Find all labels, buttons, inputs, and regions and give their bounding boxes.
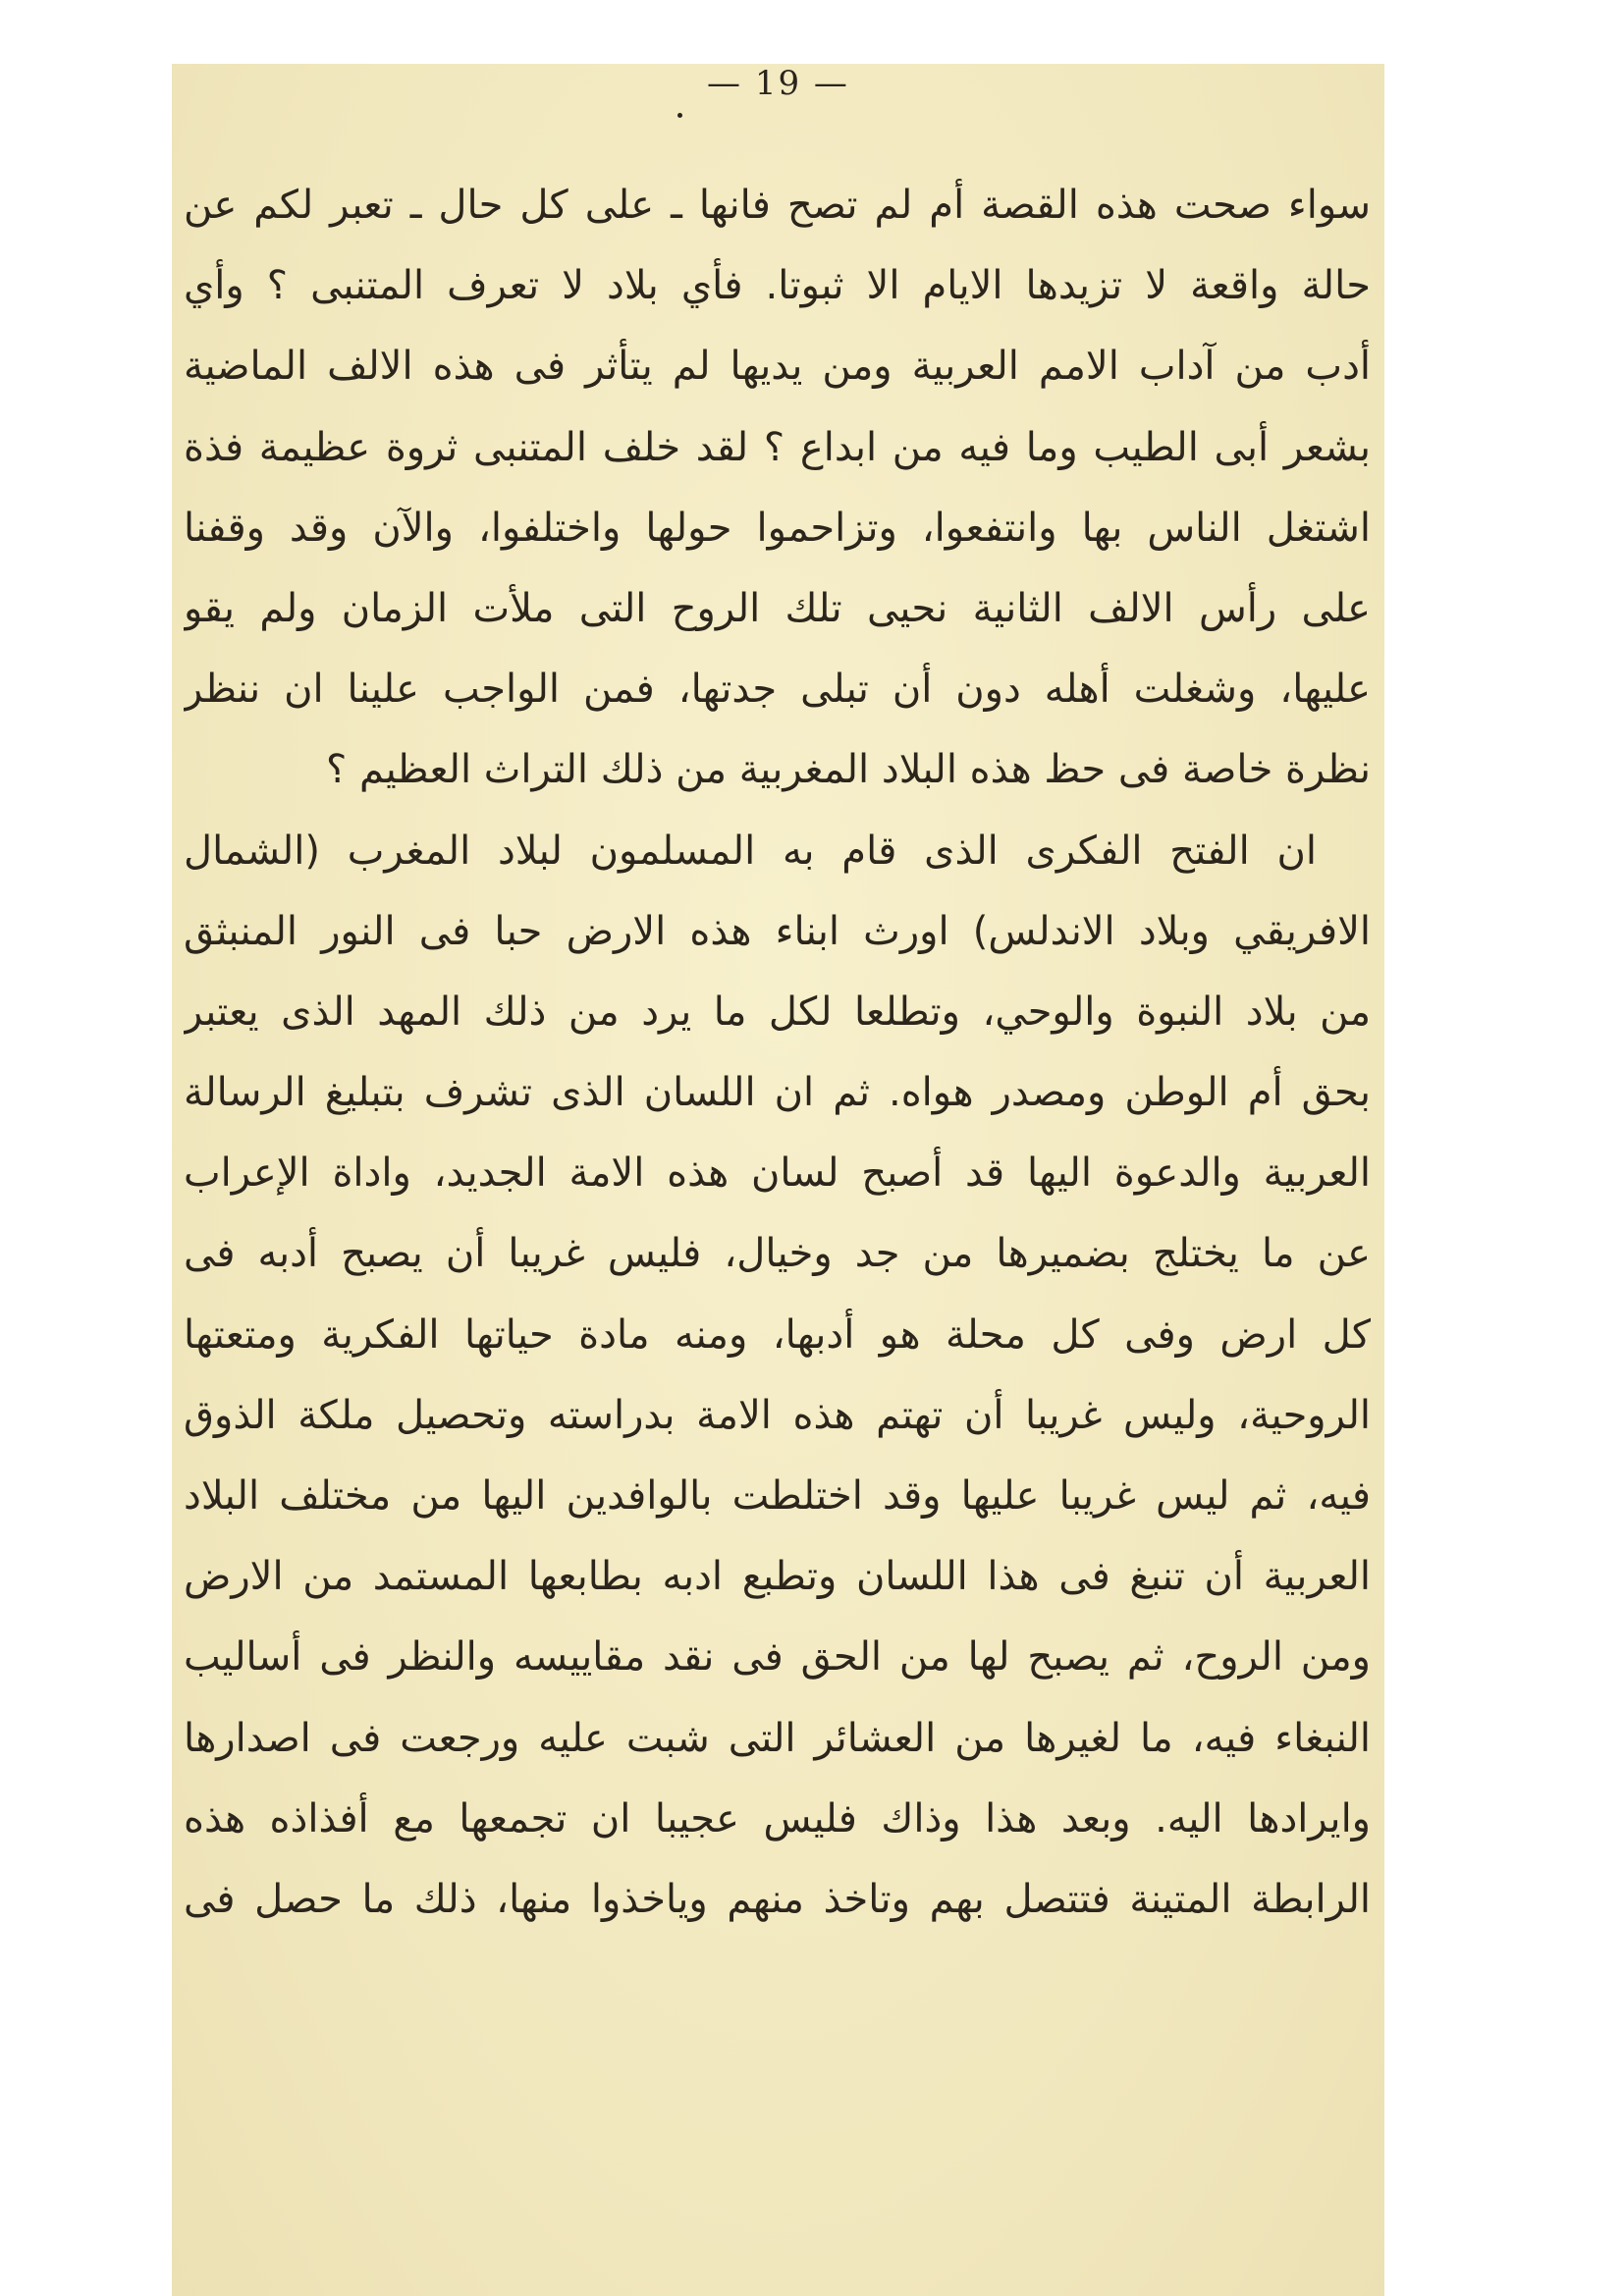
text-line: فيه، ثم ليس غريبا عليها وقد اختلطت بالوافدين اليها من مختلف البلاد (184, 1473, 1371, 1519)
text-line: الروحية، وليس غريبا أن تهتم هذه الامة بدراسته وتحصيل ملكة الذوق (184, 1392, 1371, 1438)
text-line: اشتغل الناس بها وانتفعوا، وتزاحموا حولها واختلفوا، والآن وقد وقفنا (184, 505, 1371, 551)
text-line: كل ارض وفى كل محلة هو أدبها، ومنه مادة حياتها الفكرية ومتعتها (184, 1311, 1371, 1358)
text-line: عن ما يختلج بضميرها من جد وخيال، فليس غريبا أن يصبح أدبه فى (184, 1231, 1371, 1277)
text-line: سواء صحت هذه القصة أم لم تصح فانها ـ على كل حال ـ تعبر لكم عن (184, 183, 1371, 228)
page-number (172, 64, 1384, 103)
text-line: ان الفتح الفكرى الذى قام به المسلمون لبلاد المغرب (الشمال (184, 828, 1317, 874)
text-line: العربية والدعوة اليها قد أصبح لسان هذه الامة الجديد، واداة الإعراب (184, 1150, 1371, 1197)
text-line: حالة واقعة لا تزيدها الايام الا ثبوتا. فأي بلاد لا تعرف المتنبى ؟ وأي (184, 263, 1371, 309)
book-page (172, 64, 1384, 2296)
text-line: من بلاد النبوة والوحي، وتطلعا لكل ما يرد من ذلك المهد الذى يعتبر (184, 988, 1371, 1035)
body-text (184, 165, 1371, 1940)
text-line: النبغاء فيه، ما لغيرها من العشائر التى شبت عليه ورجعت فى اصدارها (184, 1715, 1371, 1761)
paragraph-2 (184, 811, 1371, 1941)
text-line: عليها، وشغلت أهله دون أن تبلى جدتها، فمن الواجب علينا ان ننظر (184, 667, 1371, 713)
paragraph-1 (184, 165, 1371, 811)
text-line: الرابطة المتينة فتتصل بهم وتاخذ منهم وياخذوا منها، ذلك ما حصل فى (184, 1876, 1371, 1922)
ink-dot (677, 113, 682, 118)
text-line: الافريقي وبلاد الاندلس) اورث ابناء هذه الارض حبا فى النور المنبثق (184, 908, 1371, 954)
page-number-text: — 19 — (707, 64, 849, 103)
text-line: ومن الروح، ثم يصبح لها من الحق فى نقد مقاييسه والنظر فى أساليب (184, 1634, 1371, 1681)
text-line: العربية أن تنبغ فى هذا اللسان وتطبع ادبه بطابعها المستمد من الارض (184, 1554, 1371, 1600)
text-line: بحق أم الوطن ومصدر هواه. ثم ان اللسان الذى تشرف بتبليغ الرسالة (184, 1070, 1371, 1116)
text-line: نظرة خاصة فى حظ هذه البلاد المغربية من ذلك التراث العظيم ؟ (326, 747, 1371, 793)
text-line: وايرادها اليه. وبعد هذا وذاك فليس عجيبا ان تجمعها مع أفذاذه هذه (184, 1795, 1371, 1842)
text-line: على رأس الالف الثانية نحيى تلك الروح التى ملأت الزمان ولم يقو (184, 585, 1371, 631)
text-line: أدب من آداب الامم العربية ومن يديها لم يتأثر فى هذه الالف الماضية (184, 344, 1371, 390)
text-line: بشعر أبى الطيب وما فيه من ابداع ؟ لقد خلف المتنبى ثروة عظيمة فذة (184, 424, 1371, 470)
